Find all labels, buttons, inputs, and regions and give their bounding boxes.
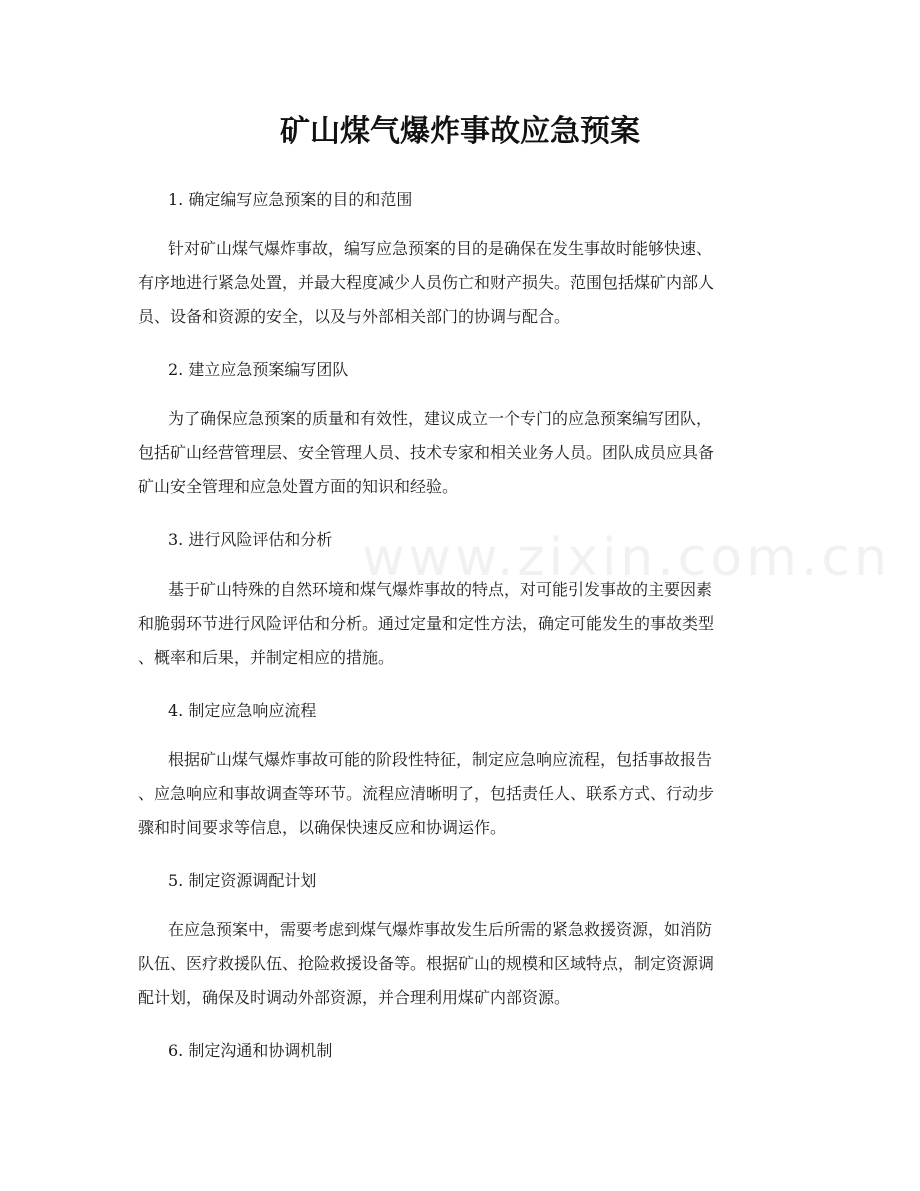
paragraph-line: 配计划，确保及时调动外部资源，并合理利用煤矿内部资源。 [138,988,571,1007]
paragraph-line: 为了确保应急预案的质量和有效性，建议成立一个专门的应急预案编写团队， [168,409,713,428]
paragraph-line: 在应急预案中，需要考虑到煤气爆炸事故发生后所需的紧急救援资源，如消防 [168,920,713,939]
section-4-heading: 4. 制定应急响应流程 [168,701,317,720]
paragraph-line: 矿山安全管理和应急处置方面的知识和经验。 [138,477,459,496]
paragraph-line: 和脆弱环节进行风险评估和分析。通过定量和定性方法，确定可能发生的事故类型 [138,614,715,633]
paragraph-line: 基于矿山特殊的自然环境和煤气爆炸事故的特点，对可能引发事故的主要因素 [168,580,713,599]
section-1-paragraph [138,232,788,334]
section-1-heading: 1. 确定编写应急预案的目的和范围 [168,190,413,209]
paragraph-line: 包括矿山经营管理层、安全管理人员、技术专家和相关业务人员。团队成员应具备 [138,443,715,462]
section-5-heading: 5. 制定资源调配计划 [168,871,317,890]
section-2-heading: 2. 建立应急预案编写团队 [168,360,349,379]
paragraph-line: 针对矿山煤气爆炸事故，编写应急预案的目的是确保在发生事故时能够快速、 [168,239,713,258]
paragraph-line: 根据矿山煤气爆炸事故可能的阶段性特征，制定应急响应流程，包括事故报告 [168,750,713,769]
section-2-paragraph [138,402,788,504]
section-6-heading: 6. 制定沟通和协调机制 [168,1041,333,1060]
paragraph-line: 员、设备和资源的安全，以及与外部相关部门的协调与配合。 [138,307,571,326]
paragraph-line: 骤和时间要求等信息，以确保快速反应和协调运作。 [138,818,507,837]
paragraph-line: 有序地进行紧急处置，并最大程度减少人员伤亡和财产损失。范围包括煤矿内部人 [138,273,715,292]
section-3-heading: 3. 进行风险评估和分析 [168,530,333,549]
paragraph-line: 、应急响应和事故调查等环节。流程应清晰明了，包括责任人、联系方式、行动步 [138,784,715,803]
watermark: www.zixin.com.cn [362,528,891,588]
section-3-paragraph [138,573,788,675]
document-title: 矿山煤气爆炸事故应急预案 [280,114,640,149]
paragraph-line: 、概率和后果，并制定相应的措施。 [138,648,395,667]
section-5-paragraph [138,913,788,1015]
paragraph-line: 队伍、医疗救援队伍、抢险救援设备等。根据矿山的规模和区域特点，制定资源调 [138,954,715,973]
section-4-paragraph [138,743,788,845]
